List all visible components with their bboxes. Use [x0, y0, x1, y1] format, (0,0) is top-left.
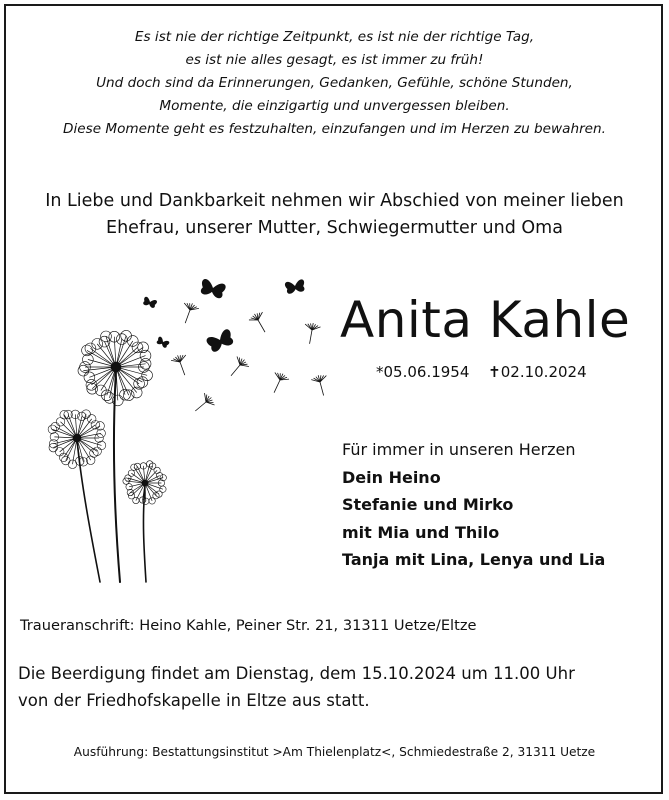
survivors: [342, 436, 605, 574]
flying-seed: [225, 355, 250, 381]
dandelion-butterflies-illustration: [30, 270, 330, 590]
flying-seeds: [170, 301, 330, 417]
dandelion-head: [48, 410, 106, 469]
death-date: ✝02.10.2024: [488, 363, 587, 381]
butterfly-icon: [142, 296, 157, 308]
flying-seed: [170, 353, 192, 378]
poem-line: Momente, die einzigartig und unvergessen bleiben.: [159, 98, 510, 114]
funeral-line: Die Beerdigung findet am Dienstag, dem 15.10.2024 um 11.00 Uhr: [18, 664, 575, 683]
flying-seed: [178, 301, 200, 326]
butterfly-icon: [199, 278, 226, 299]
butterflies: [142, 278, 306, 353]
deceased-name: Anita Kahle: [340, 291, 631, 349]
dandelion-head: [123, 461, 166, 505]
poem: [0, 26, 669, 141]
funeral-home-footer: Ausführung: Bestattungsinstitut >Am Thielenplatz<, Schmiedestraße 2, 31311 Uetze: [73, 745, 596, 759]
flying-seed: [311, 373, 330, 397]
funeral-info: [18, 660, 575, 714]
poem-line: Es ist nie der richtige Zeitpunkt, es ist nie der richtige Tag,: [134, 29, 535, 45]
survivor-name: Stefanie und Mirko: [342, 495, 514, 514]
poem-line: Diese Momente geht es festzuhalten, einzufangen und im Herzen zu bewahren.: [63, 121, 606, 137]
dandelion-stem: [77, 440, 100, 582]
birth-date: *05.06.1954: [376, 363, 470, 381]
flying-seed: [190, 392, 216, 417]
dandelion-stem: [114, 370, 120, 582]
dandelion-heads: [48, 330, 166, 504]
intro-line: In Liebe und Dankbarkeit nehmen wir Abschied von meiner lieben: [45, 191, 624, 211]
survivors-lead: Für immer in unseren Herzen: [342, 440, 576, 459]
butterfly-icon: [285, 279, 306, 294]
survivor-name: mit Mia und Thilo: [342, 522, 500, 542]
poem-line: es ist nie alles gesagt, es ist immer zu früh!: [185, 52, 484, 68]
funeral-line: von der Friedhofskapelle in Eltze aus statt.: [18, 691, 370, 710]
survivor-name: Tanja mit Lina, Lenya und Lia: [342, 550, 606, 569]
survivor-name: Dein Heino: [342, 467, 441, 487]
flying-seed: [267, 370, 290, 396]
intro-line: Ehefrau, unserer Mutter, Schwiegermutter und Oma: [106, 218, 563, 238]
flying-seed: [302, 322, 321, 345]
butterfly-icon: [205, 328, 235, 353]
life-dates: [376, 362, 587, 382]
flying-seed: [248, 310, 272, 336]
poem-line: Und doch sind da Erinnerungen, Gedanken, Gefühle, schöne Stunden,: [96, 75, 573, 91]
farewell-intro: [0, 188, 669, 242]
butterfly-icon: [156, 336, 170, 349]
mourning-address: Traueranschrift: Heino Kahle, Peiner Str. 21, 31311 Uetze/Eltze: [20, 617, 477, 634]
